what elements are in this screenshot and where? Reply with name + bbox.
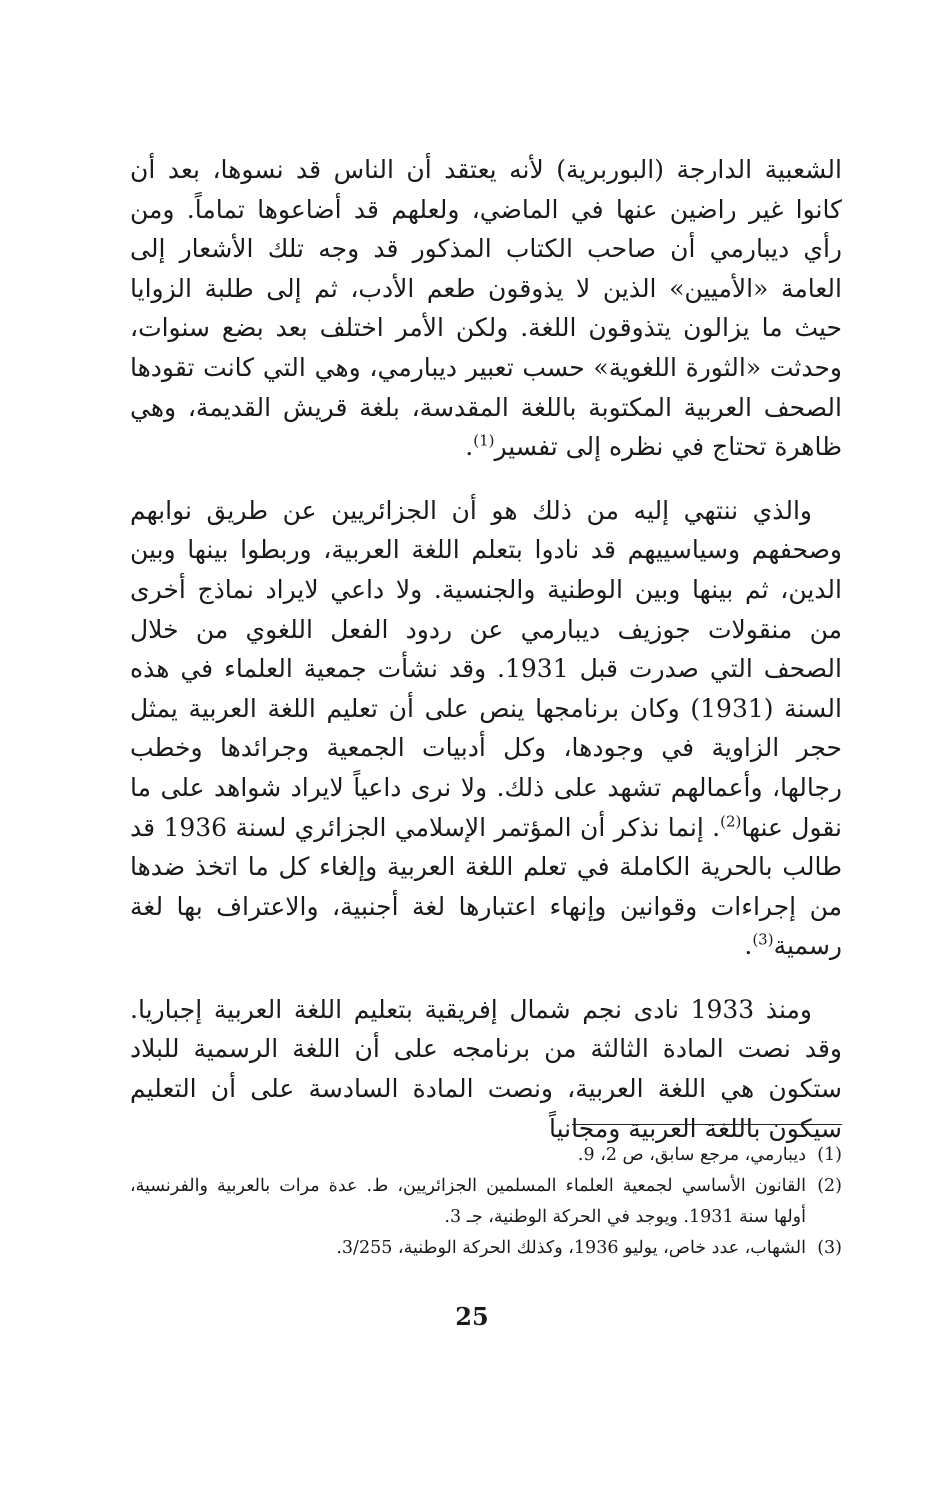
footnote-text: القانون الأساسي لجمعية العلماء المسلمين الجزائريين، ط. عدة مرات بالعربية والفرنسية، أولها سنة 1931. ويوجد في الحركة الوطنية، جـ 3.	[130, 1176, 806, 1227]
footnote-ref-2: (2)	[720, 812, 742, 831]
body-text	[130, 150, 842, 1148]
footnote-text: الشهاب، عدد خاص، يوليو 1936، وكذلك الحركة الوطنية، 3/255.	[336, 1238, 806, 1258]
page-number: 25	[455, 1302, 489, 1331]
paragraph-3: ومنذ 1933 نادى نجم شمال إفريقية بتعليم اللغة العربية إجباريا. وقد نصت المادة الثالثة من برنامجه على أن اللغة الرسمية للبلاد ستكون هي اللغة العربية، ونصت المادة السادسة على أن التعليم سيكون باللغة العربية ومجانياً	[130, 994, 843, 1143]
footnote-separator	[572, 1124, 842, 1125]
footnote-2	[130, 1171, 842, 1233]
paragraph-2: والذي ننتهي إليه من ذلك هو أن الجزائريين عن طريق نوابهم وصحفهم وسياسييهم قد نادوا بتعلم اللغة العربية، وربطوا بينها وبين الدين، ثم بينها وبين الوطنية والجنسية. ولا داعي لايراد نماذج أخرى من منقولات جوزيف ديبارمي عن ردود الفعل اللغوي من خلال الصحف التي صدرت قبل 1931. وقد نشأت جمعية العلماء في هذه السنة (1931) وكان برنامجها ينص على أن تعليم اللغة العربية يمثل حجر الزاوية في وجودها، وكل أدبيات الجمعية وجرائدها وخطب رجالها، وأعمالهم تشهد على ذلك. ولا نرى داعياً لايراد شواهد على ما نقول عنها$^{(2)}$. إنما نذكر أن المؤتمر الإسلامي الجزائري لسنة 1936 قد طالب بالحرية الكاملة في تعلم اللغة العربية وإلغاء كل ما اتخذ ضدها من إجراءات وقوانين وإنهاء اعتبارها لغة أجنبية، والاعتراف بها لغة رسمية$^{(3)}$.	[130, 495, 842, 961]
paragraph-1: الشعبية الدارجة (البوربرية) لأنه يعتقد أن الناس قد نسوها، بعد أن كانوا غير راضين عنها في الماضي، ولعلهم قد أضاعوها تماماً. ومن رأي ديبارمي أن صاحب الكتاب المذكور قد وجه تلك الأشعار إلى العامة «الأميين» الذين لا يذوقون طعم الأدب، ثم إلى طلبة الزوايا حيث ما يزالون يتذوقون اللغة. ولكن الأمر اختلف بعد بضع سنوات، وحدثت «الثورة اللغوية» حسب تعبير ديبارمي، وهي التي كانت تقودها الصحف العربية المكتوبة باللغة المقدسة، بلغة قريش القديمة، وهي ظاهرة تحتاج في نظره إلى تفسير$^{(1)}$.	[130, 155, 843, 462]
footnote-3	[130, 1233, 842, 1264]
footnote-number: (3)	[817, 1238, 842, 1258]
footnote-number: (2)	[817, 1176, 842, 1196]
footnote-ref-3: (3)	[752, 930, 774, 949]
footnote-ref-1: (1)	[473, 431, 495, 450]
footnote-1	[130, 1140, 842, 1171]
footnote-number: (1)	[817, 1145, 842, 1165]
footnote-text: ديبارمي، مرجع سابق، ص 2، 9.	[577, 1145, 806, 1165]
footnotes	[130, 1140, 842, 1264]
